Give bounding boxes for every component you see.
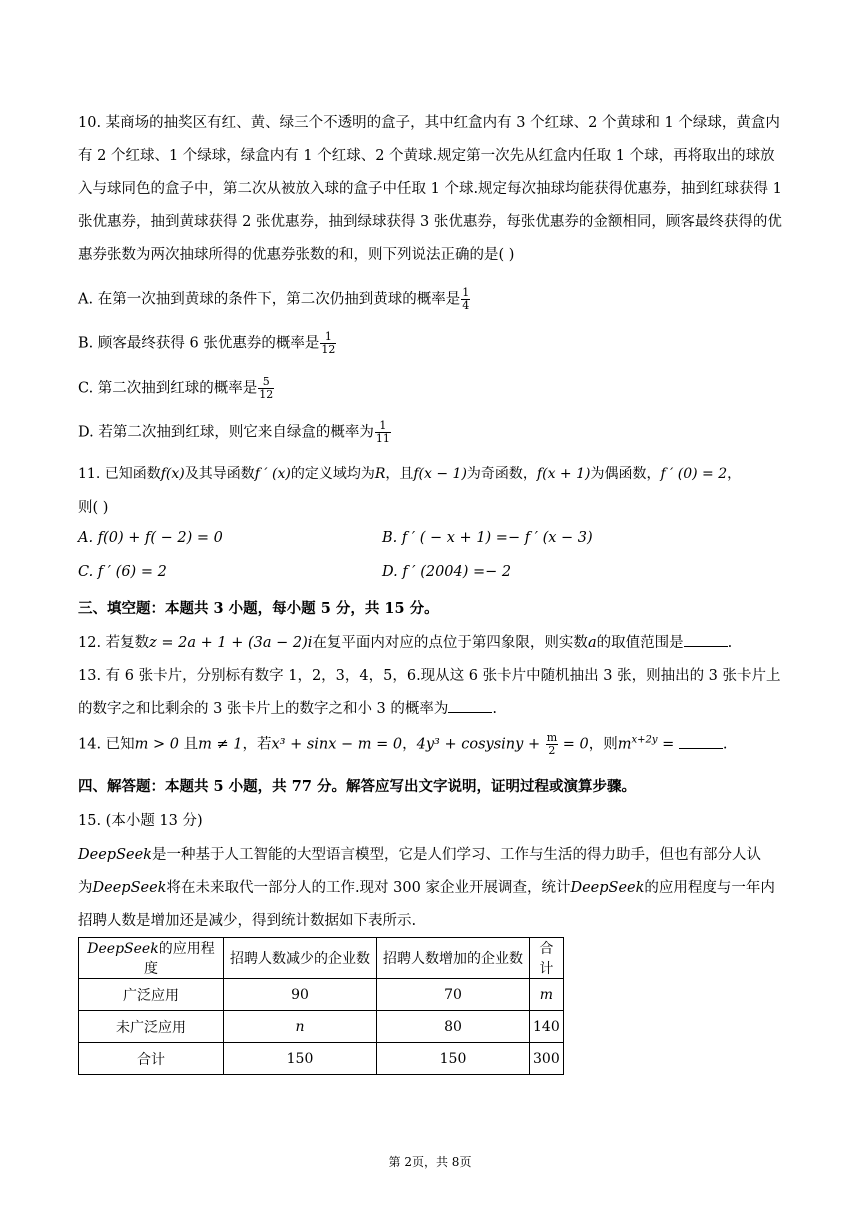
table-header-cell: 合计 bbox=[530, 938, 564, 979]
q11-math: f(x − 1) bbox=[413, 466, 467, 482]
table-cell: 80 bbox=[377, 1011, 530, 1043]
answer-blank bbox=[679, 736, 723, 749]
q10-option-d-fraction bbox=[375, 420, 391, 445]
q11-math: f ′ (0) = 2 bbox=[660, 466, 728, 482]
q14-text: 且 bbox=[179, 736, 199, 753]
table-row bbox=[79, 1011, 564, 1043]
q14-exponent: x+2y bbox=[631, 734, 658, 746]
q11-text: ， bbox=[727, 466, 742, 482]
q10-option-c-fraction bbox=[258, 376, 274, 401]
q14-math: = 0 bbox=[558, 736, 589, 753]
table-cell: 未广泛应用 bbox=[79, 1011, 224, 1043]
q14-math: x³ + sinx − m = 0 bbox=[271, 736, 403, 753]
q14-text: ， bbox=[402, 736, 417, 753]
q15-text: 为 bbox=[78, 880, 93, 896]
q12-text: 12. 若复数 bbox=[78, 635, 150, 651]
q11-math: R bbox=[374, 466, 386, 482]
section-heading-fill-in: 三、填空题：本题共 3 小题，每小题 5 分，共 15 分。 bbox=[78, 600, 439, 617]
q12-text: . bbox=[727, 635, 733, 651]
q10-option-d-text: D. 若第二次抽到红球，则它来自绿盒的概率为 bbox=[78, 424, 374, 441]
q11-math: f(x + 1) bbox=[536, 466, 591, 482]
q11-stem-line1 bbox=[78, 463, 741, 483]
fraction-numerator: 1 bbox=[320, 331, 336, 344]
q13-line1: 13. 有 6 张卡片，分别标有数字 1，2，3，4，5，6.现从这 6 张卡片中随机抽出 3 张，则抽出的 3 张卡片上 bbox=[78, 668, 781, 684]
q14-math: m ≠ 1 bbox=[198, 736, 243, 753]
fraction-numerator: 5 bbox=[258, 376, 274, 389]
q11-math: f ′ (x) bbox=[254, 466, 291, 482]
q10-option-b bbox=[78, 331, 336, 356]
q12 bbox=[78, 631, 732, 652]
q14-math: m > 0 bbox=[134, 736, 180, 753]
q11-text: 的定义域均为 bbox=[290, 466, 375, 482]
q13-text: 的数字之和比剩余的 3 张卡片上的数字之和小 3 的概率为 bbox=[78, 701, 449, 717]
table-cell: 70 bbox=[377, 979, 530, 1011]
table-cell-math: n bbox=[295, 1018, 305, 1035]
fraction-numerator: m bbox=[546, 731, 558, 744]
q10-option-c-text: C. 第二次抽到红球的概率是 bbox=[78, 380, 258, 397]
q15-line3: 招聘人数是增加还是减少，得到统计数据如下表所示. bbox=[78, 913, 417, 929]
q10-option-b-text: B. 顾客最终获得 6 张优惠券的概率是 bbox=[78, 335, 320, 352]
q15-title: 15. (本小题 13 分) bbox=[78, 813, 203, 829]
q14-text: ，则 bbox=[588, 736, 618, 753]
q11-option-a bbox=[78, 530, 223, 546]
q12-text: 的取值范围是 bbox=[596, 635, 684, 651]
q11-math: f(x) bbox=[160, 466, 185, 482]
q10-option-b-fraction bbox=[320, 331, 336, 356]
q11-option-b bbox=[382, 530, 593, 546]
q14-math: 4y³ + cosysiny + bbox=[416, 736, 545, 753]
table-row bbox=[79, 1043, 564, 1075]
section-heading-solutions: 四、解答题：本题共 5 小题，共 77 分。解答应写出文字说明，证明过程或演算步骤。 bbox=[78, 778, 636, 795]
q11-text: 及其导函数 bbox=[184, 466, 255, 482]
q11-text: ，且 bbox=[385, 466, 414, 482]
q10-option-a-fraction bbox=[461, 287, 470, 312]
fraction-denominator: 4 bbox=[462, 299, 470, 312]
q11-option-d bbox=[382, 564, 511, 580]
q12-text: 在复平面内对应的点位于第四象限，则实数 bbox=[312, 635, 588, 651]
q15-line2 bbox=[78, 876, 775, 897]
fraction-denominator: 12 bbox=[259, 388, 274, 401]
table-cell: 300 bbox=[530, 1043, 564, 1075]
q10-option-c bbox=[78, 376, 274, 401]
q12-math: a bbox=[587, 635, 597, 651]
q15-math: DeepSeek bbox=[92, 880, 167, 896]
q14-fraction bbox=[546, 732, 558, 757]
q11-option-c-text: C. f ′ (6) = 2 bbox=[78, 564, 167, 580]
table-header-text: 的应用程度 bbox=[144, 941, 215, 977]
table-cell: 合计 bbox=[79, 1043, 224, 1075]
q11-option-c bbox=[78, 564, 167, 580]
fraction-numerator: 1 bbox=[375, 420, 391, 433]
q14-text: 14. 已知 bbox=[78, 736, 135, 753]
q10-option-a-text: A. 在第一次抽到黄球的条件下，第二次仍抽到黄球的概率是 bbox=[78, 291, 461, 308]
fraction-denominator: 12 bbox=[321, 343, 336, 356]
q15-line1 bbox=[78, 843, 761, 864]
table-cell bbox=[530, 979, 564, 1011]
q12-math: z = 2a + 1 + (3a − 2)i bbox=[149, 635, 313, 651]
table-cell: 150 bbox=[377, 1043, 530, 1075]
q14-text: = bbox=[657, 736, 679, 753]
q10-option-d bbox=[78, 420, 391, 445]
q14 bbox=[78, 732, 728, 757]
table-cell: 90 bbox=[224, 979, 377, 1011]
table-header-cell: 招聘人数减少的企业数 bbox=[224, 938, 377, 979]
q11-text: 为奇函数， bbox=[466, 466, 537, 482]
table-row bbox=[79, 979, 564, 1011]
page-footer: 第 2页，共 8页 bbox=[388, 1155, 472, 1169]
answer-blank bbox=[448, 700, 492, 713]
q10-stem: 10. 某商场的抽奖区有红、黄、绿三个不透明的盒子，其中红盒内有 3 个红球、2 个黄球和 1 个绿球，黄盒内有 2 个红球、1 个绿球，绿盒内有 1 个红球、2 个黄球.规定第一次先从红盒内任取 1 个球，再将取出的球放入与球同色的盒子中，第二次从被放入球的盒子中任取 1 个球.规定每次抽球均能获得优惠券，抽到红球获得 1 张优惠券，抽到黄球获得 2 张优惠券，抽到绿球获得 3 张优惠券，每张优惠券的金额相同，顾客最终获得的优惠券张数为两次抽球所得的优惠券张数的和，则下列说法正确的是( ) bbox=[78, 115, 782, 263]
table-cell bbox=[224, 1011, 377, 1043]
q15-text: 是一种基于人工智能的大型语言模型，它是人们学习、工作与生活的得力助手，但也有部分人认 bbox=[151, 847, 761, 863]
table-cell-math: m bbox=[539, 986, 553, 1003]
q11-option-d-text: D. f ′ (2004) =− 2 bbox=[382, 564, 512, 580]
table-header-row bbox=[79, 938, 564, 979]
q15-math: DeepSeek bbox=[570, 880, 645, 896]
table-cell: 150 bbox=[224, 1043, 377, 1075]
table-header-math: DeepSeek bbox=[87, 941, 159, 957]
q15-text: 的应用程度与一年内 bbox=[644, 880, 775, 896]
table-cell: 广泛应用 bbox=[79, 979, 224, 1011]
stats-table bbox=[78, 937, 564, 1075]
q11-stem-line2: 则( ) bbox=[78, 500, 109, 516]
q15-math: DeepSeek bbox=[78, 847, 152, 863]
fraction-denominator: 11 bbox=[375, 432, 390, 445]
q13-line2 bbox=[78, 697, 497, 718]
q14-text: ，若 bbox=[242, 736, 272, 753]
q14-math: m bbox=[617, 736, 632, 753]
q11-text: 11. 已知函数 bbox=[78, 466, 161, 482]
fraction-numerator: 1 bbox=[462, 286, 470, 299]
q13-text: . bbox=[492, 701, 497, 717]
q11-option-a-text: A. f(0) + f( − 2) = 0 bbox=[78, 530, 223, 546]
table-header-cell bbox=[79, 938, 224, 979]
q10-option-a bbox=[78, 287, 470, 312]
q11-text: 为偶函数， bbox=[590, 466, 661, 482]
q11-option-b-text: B. f ′ ( − x + 1) =− f ′ (x − 3) bbox=[382, 530, 593, 546]
table-cell: 140 bbox=[530, 1011, 564, 1043]
q14-text: . bbox=[722, 736, 728, 753]
q15-text: 将在未来取代一部分人的工作.现对 300 家企业开展调查，统计 bbox=[166, 880, 571, 896]
table-header-cell: 招聘人数增加的企业数 bbox=[377, 938, 530, 979]
answer-blank bbox=[684, 634, 728, 647]
fraction-denominator: 2 bbox=[548, 744, 556, 757]
